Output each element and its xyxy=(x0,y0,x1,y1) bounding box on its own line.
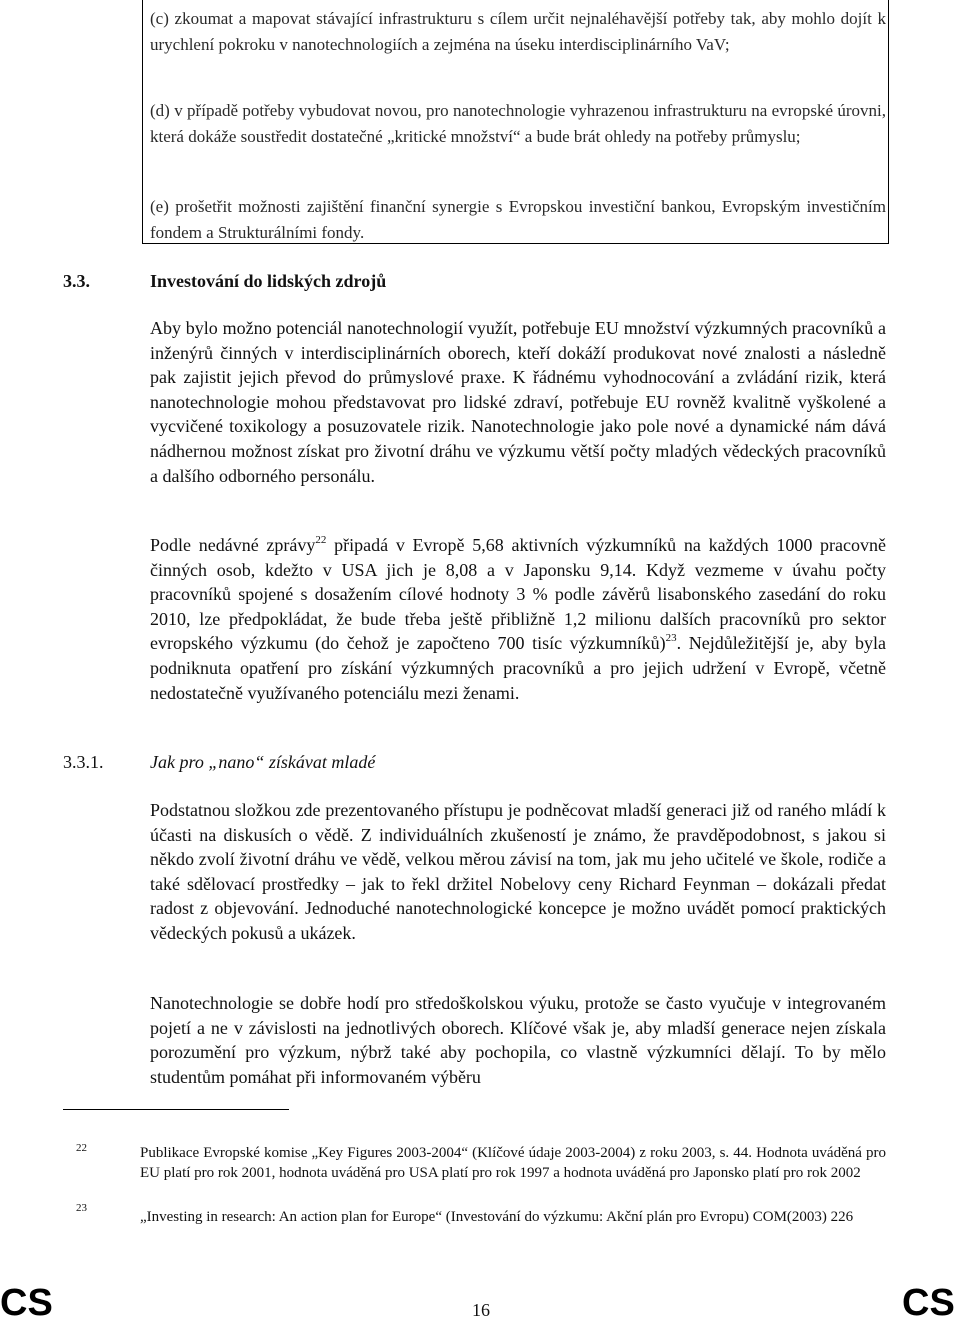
section-paragraph-1: Aby bylo možno potenciál nanotechnologií využít, potřebuje EU množství výzkumných pracovníků a inženýrů činných v interdisciplinárních oborech, kteří dokáží produkovat nové znalosti a následně pak zajistit jejich převod do průmyslové praxe. K řádnému vyhodnocování a zvládání rizik, která nanotechnologie mohou představovat pro lidské zdraví, potřebuje EU rovněž kvalitně vyškolené a vycvičené toxikology a posuzovatele rizik. Nanotechnologie jako pole nové a dynamické nám dává nádhernou možnost získat pro životní dráhu ve výzkumu větší počty mladých vědeckých pracovníků a dalšího odborného personálu. xyxy=(150,318,886,486)
footnote-number: 23 xyxy=(76,1202,87,1214)
footnote-text: „Investing in research: An action plan for Europe“ (Investování do výzkumu: Akční plán pro Evropu) COM(2003) 226 xyxy=(140,1209,854,1225)
footnote-ref-22[interactable]: 22 xyxy=(315,534,327,546)
footnote-ref-23[interactable]: 23 xyxy=(665,632,677,645)
subsection-paragraph-2: Nanotechnologie se dobře hodí pro středoškolskou výuku, protože se často vyučuje v integrovaném pojetí a ne v závislosti na jednotlivých oborech. Klíčové však je, aby mladší generace nejen získala porozumění pro výzkum, nýbrž také aby pochopila, co vlastně výzkumníci dělají. To by mělo studentům pomáhat při informovaném výběru xyxy=(150,993,886,1087)
box-paragraph-c: (c) zkoumat a mapovat stávající infrastrukturu s cílem určit nejnaléhavější potřeby tak, aby mohlo dojít k urychlení pokroku v nanotechnologiích a zejména na úseku interdisciplinárního VaV; xyxy=(150,9,886,54)
subsection-title: Jak pro „nano“ získávat mladé xyxy=(150,752,376,772)
language-code-left: CS xyxy=(0,1282,53,1324)
para2-text-c: . Nejdůležitější je, aby byla podniknuta opatření pro získání výzkumných pracovníků a pro jejich udržení v Evropě, včetně nedostatečně využívaného potenciálu mezi ženami. xyxy=(150,633,886,703)
footnote-text: Publikace Evropské komise „Key Figures 2003-2004“ (Klíčové údaje 2003-2004) z roku 2003, s. 44. Hodnota uváděná pro EU platí pro rok 2001, hodnota uváděná pro USA platí pro rok 1997 a hodnota uváděná pro Japonsko platí pro rok 2002 xyxy=(140,1145,886,1181)
box-paragraph-e: (e) prošetřit možnosti zajištění finanční synergie s Evropskou investiční bankou, Evropským investičním fondem a Strukturálními fondy. xyxy=(150,197,886,242)
footnote-divider xyxy=(63,1109,289,1110)
page-number: 16 xyxy=(472,1300,490,1320)
section-paragraph-2 xyxy=(150,533,886,705)
box-paragraph-d: (d) v případě potřeby vybudovat novou, pro nanotechnologie vyhrazenou infrastrukturu na evropské úrovni, která dokáže soustředit dostatečné „kritické množství“ a bude brát ohledy na potřeby průmyslu; xyxy=(150,101,886,146)
para2-text-a: Podle nedávné zprávy xyxy=(150,535,316,555)
para2-text-b: připadá v Evropě 5,68 aktivních výzkumníků na každých 1000 pracovně činných osob, kdežto v USA jich je 8,08 a v Japonsku 9,14. Když vezmeme v úvahu počty pracovníků spojené s dosažením cílové hodnoty 3 % podle závěrů lisabonského zasedání do roku 2010, lze předpokládat, že bude třeba ještě přibližně 1,2 milionu dalších pracovníků pro sektor evropského výzkumu (do čehož je započteno 700 tisíc výzkumníků) xyxy=(150,535,887,654)
section-number: 3.3. xyxy=(63,271,90,291)
language-code-right: CS xyxy=(902,1282,955,1324)
footnote-number: 22 xyxy=(76,1142,87,1154)
subsection-number: 3.3.1. xyxy=(63,752,104,772)
subsection-paragraph-1: Podstatnou složkou zde prezentovaného přístupu je podněcovat mladší generaci již od raného mládí k účasti na diskusích o vědě. Z individuálních zkušeností je známo, že pravděpodobnost, s jakou si někdo zvolí životní dráhu ve vědě, velkou měrou závisí na tom, jak mu jeho učitelé ve škole, rodiče a také sdělovací prostředky – jak to řekl držitel Nobelovy ceny Richard Feynman – dokázali předat radost z objevování. Jednoduché nanotechnologické koncepce je možno uvádět pomocí praktických vědeckých pokusů a ukázek. xyxy=(150,800,886,943)
section-title: Investování do lidských zdrojů xyxy=(150,271,387,291)
